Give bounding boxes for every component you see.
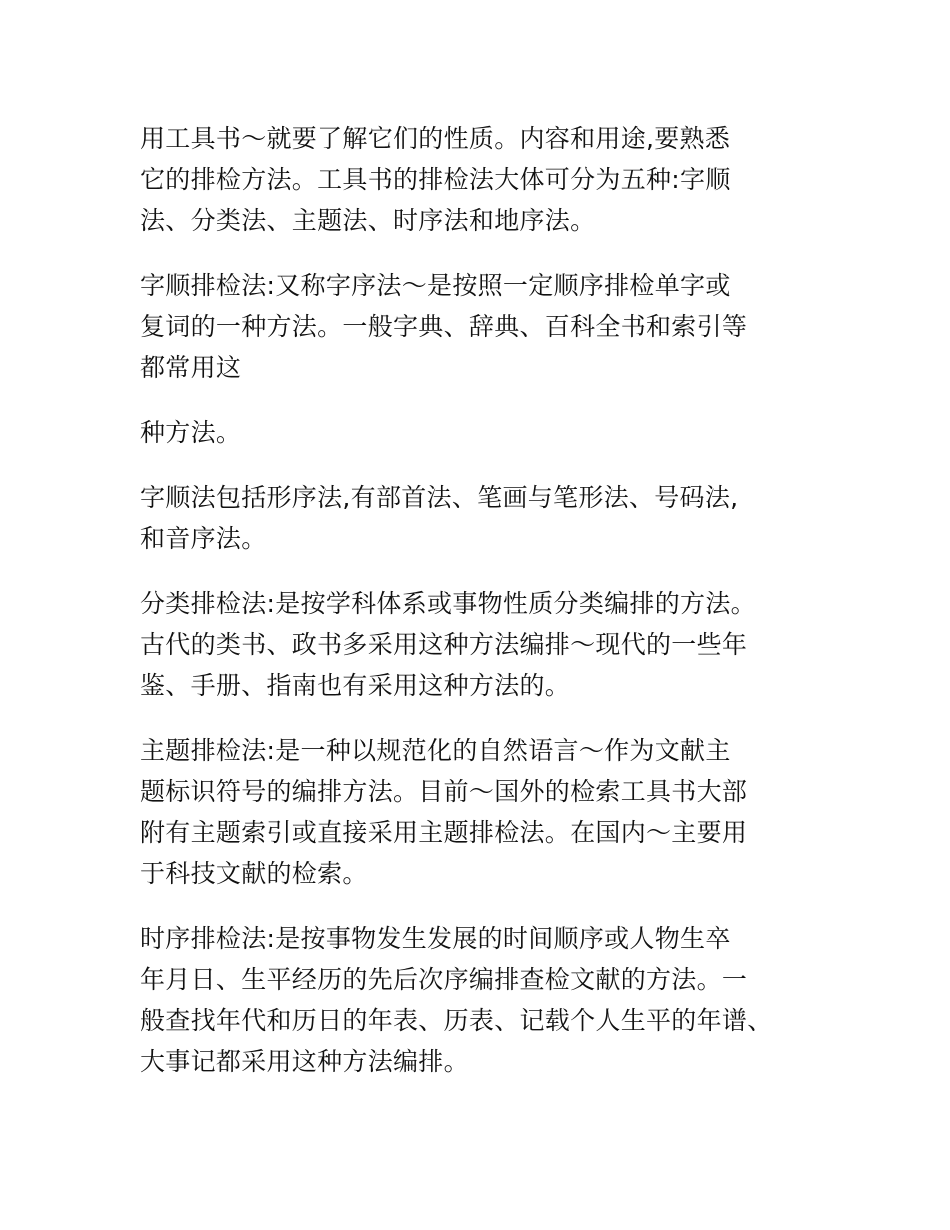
text-line: 都常用这 [140,353,242,382]
document-body [140,118,840,1106]
paragraph-intro [140,118,840,241]
text-line: 古代的类书、政书多采用这种方法编排～现代的一些年 [140,630,748,659]
paragraph-classification [140,583,840,706]
paragraph-subject [140,730,840,894]
text-line: 题标识符号的编排方法。目前～国外的检索工具书大部 [140,777,748,806]
text-line: 用工具书～就要了解它们的性质。内容和用途,要熟悉 [140,124,731,153]
text-line: 附有主题索引或直接采用主题排检法。在国内～主要用 [140,818,748,847]
text-line: 复词的一种方法。一般字典、辞典、百科全书和索引等 [140,312,748,341]
paragraph-chronological [140,918,840,1082]
text-line: 年月日、生平经历的先后次序编排查检文献的方法。一 [140,965,748,994]
text-line: 法、分类法、主题法、时序法和地序法。 [140,206,596,235]
text-line: 分类排检法:是按学科体系或事物性质分类编排的方法。 [140,589,756,618]
text-line: 于科技文献的检索。 [140,859,368,888]
paragraph-continuation [140,412,840,453]
text-line: 字顺排检法:又称字序法～是按照一定顺序排检单字或 [140,271,731,300]
text-line: 大事记都采用这种方法编排。 [140,1047,469,1076]
text-line: 和音序法。 [140,524,267,553]
text-line: 它的排检方法。工具书的排检法大体可分为五种:字顺 [140,165,731,194]
text-line: 主题排检法:是一种以规范化的自然语言～作为文献主 [140,736,731,765]
text-line: 般查找年代和历日的年表、历表、记载个人生平的年谱、 [140,1006,773,1035]
text-line: 鉴、手册、指南也有采用这种方法的。 [140,671,571,700]
text-line: 种方法。 [140,418,242,447]
paragraph-character-order [140,265,840,388]
paragraph-character-order-types [140,477,840,559]
text-line: 时序排检法:是按事物发生发展的时间顺序或人物生卒 [140,924,731,953]
text-line: 字顺法包括形序法,有部首法、笔画与笔形法、号码法, [140,483,739,512]
